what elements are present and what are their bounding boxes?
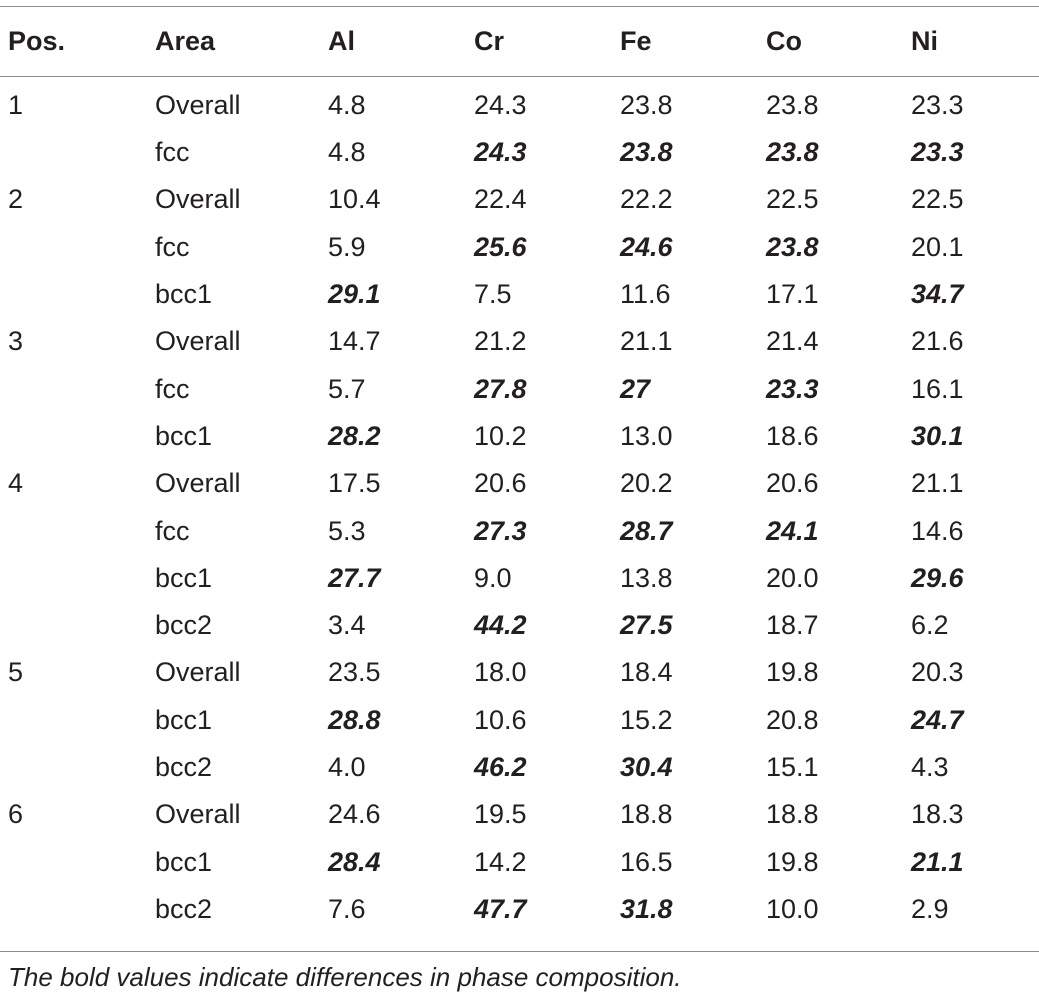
- cell-fe: 18.8: [620, 799, 673, 830]
- cell-pos: [0, 886, 155, 933]
- cell-ni: 21.1: [911, 468, 964, 499]
- table-row: [0, 791, 1039, 838]
- cell-pos: [0, 413, 155, 460]
- table-row: [0, 744, 1039, 791]
- cell-fe: 21.1: [620, 326, 673, 357]
- table-row: [0, 507, 1039, 554]
- cell-al: 28.2: [328, 420, 381, 451]
- cell-ni: 18.3: [911, 799, 964, 830]
- cell-pos: 5: [8, 657, 24, 688]
- cell-cr: 46.2: [474, 752, 527, 782]
- cell-cr: 27.8: [474, 373, 527, 404]
- cell-fe: 23.8: [620, 137, 673, 168]
- table-row: [0, 365, 1039, 412]
- cell-fe: 13.8: [620, 562, 673, 593]
- cell-area: Overall: [155, 657, 241, 688]
- cell-area: Overall: [155, 326, 241, 357]
- cell-co: 19.8: [766, 846, 819, 877]
- cell-al: 27.7: [328, 562, 381, 593]
- cell-al: 17.5: [328, 468, 381, 499]
- cell-fe: 15.2: [620, 704, 673, 735]
- header-area: Area: [155, 26, 216, 56]
- cell-co: 20.6: [766, 468, 819, 499]
- cell-cr: 18.0: [474, 657, 527, 688]
- cell-co: 18.8: [766, 799, 819, 830]
- cell-pos: 3: [8, 326, 24, 357]
- cell-area: Overall: [155, 468, 241, 499]
- cell-fe: 11.6: [620, 279, 671, 310]
- table-row: [0, 602, 1039, 649]
- cell-co: 23.3: [766, 373, 819, 404]
- table-row: [0, 460, 1039, 507]
- cell-area: fcc: [155, 515, 190, 546]
- cell-co: 21.4: [766, 326, 819, 357]
- cell-al: 3.4: [328, 610, 366, 641]
- cell-co: 24.1: [766, 515, 819, 546]
- header-row: [0, 7, 1039, 76]
- cell-pos: [0, 365, 155, 412]
- cell-cr: 7.5: [474, 279, 512, 310]
- cell-co: 23.8: [766, 137, 819, 168]
- cell-area: bcc2: [155, 893, 213, 924]
- cell-area: bcc1: [155, 420, 213, 451]
- cell-ni: 23.3: [911, 137, 964, 168]
- cell-co: 18.6: [766, 420, 819, 451]
- cell-fe: 27.5: [620, 610, 673, 641]
- table-row: [0, 271, 1039, 318]
- cell-area: bcc2: [155, 610, 213, 641]
- cell-ni: 21.1: [911, 846, 964, 877]
- cell-fe: 27: [620, 373, 651, 404]
- cell-co: 22.5: [766, 184, 819, 215]
- composition-table: [0, 7, 1039, 933]
- cell-cr: 24.3: [474, 137, 527, 168]
- table-row: [0, 886, 1039, 933]
- cell-co: 23.8: [766, 231, 819, 262]
- cell-co: 17.1: [766, 279, 819, 310]
- cell-area: fcc: [155, 373, 190, 404]
- cell-area: bcc1: [155, 279, 213, 310]
- cell-pos: [0, 555, 155, 602]
- cell-area: bcc2: [155, 752, 213, 782]
- header-rule: [0, 76, 1039, 77]
- cell-co: 19.8: [766, 657, 819, 688]
- header-ni: Ni: [911, 26, 938, 56]
- cell-al: 4.8: [328, 90, 366, 120]
- cell-ni: 21.6: [911, 326, 964, 357]
- cell-al: 5.7: [328, 373, 366, 404]
- cell-al: 29.1: [328, 279, 381, 310]
- cell-ni: 22.5: [911, 184, 964, 215]
- cell-ni: 14.6: [911, 515, 964, 546]
- cell-cr: 24.3: [474, 90, 527, 120]
- header-pos: Pos.: [8, 26, 66, 56]
- table-header: [0, 7, 1039, 76]
- cell-area: Overall: [155, 90, 241, 120]
- cell-al: 4.0: [328, 752, 366, 782]
- cell-cr: 22.4: [474, 184, 527, 215]
- cell-cr: 21.2: [474, 326, 527, 357]
- table-row: [0, 649, 1039, 696]
- table-body: [0, 76, 1039, 933]
- cell-area: Overall: [155, 184, 241, 215]
- header-co: Co: [766, 26, 802, 56]
- bottom-rule: [0, 951, 1039, 952]
- cell-fe: 22.2: [620, 184, 673, 215]
- cell-pos: 2: [8, 184, 24, 215]
- cell-ni: 29.6: [911, 562, 964, 593]
- cell-cr: 10.2: [474, 420, 527, 451]
- cell-pos: 4: [8, 468, 24, 499]
- cell-al: 14.7: [328, 326, 381, 357]
- cell-al: 24.6: [328, 799, 381, 830]
- cell-pos: 1: [8, 90, 24, 120]
- cell-pos: 6: [8, 799, 24, 830]
- cell-cr: 10.6: [474, 704, 527, 735]
- cell-fe: 18.4: [620, 657, 673, 688]
- cell-area: fcc: [155, 231, 190, 262]
- header-al: Al: [328, 26, 355, 56]
- cell-fe: 16.5: [620, 846, 673, 877]
- table-row: [0, 318, 1039, 365]
- cell-ni: 2.9: [911, 893, 949, 924]
- table-footnote: The bold values indicate differences in phase composition.: [8, 962, 682, 992]
- cell-ni: 34.7: [911, 279, 964, 310]
- cell-area: fcc: [155, 137, 190, 168]
- cell-ni: 20.3: [911, 657, 964, 688]
- cell-fe: 30.4: [620, 752, 673, 782]
- cell-al: 23.5: [328, 657, 381, 688]
- table-row: [0, 176, 1039, 223]
- table-row: [0, 76, 1039, 129]
- table-row: [0, 838, 1039, 885]
- cell-pos: [0, 838, 155, 885]
- cell-pos: [0, 507, 155, 554]
- cell-cr: 9.0: [474, 562, 512, 593]
- cell-fe: 24.6: [620, 231, 673, 262]
- cell-al: 10.4: [328, 184, 381, 215]
- cell-al: 7.6: [328, 893, 366, 924]
- cell-ni: 6.2: [911, 610, 949, 641]
- cell-co: 15.1: [766, 752, 819, 782]
- cell-fe: 23.8: [620, 90, 673, 120]
- cell-al: 5.9: [328, 231, 366, 262]
- cell-pos: [0, 271, 155, 318]
- cell-ni: 20.1: [911, 231, 964, 262]
- cell-cr: 20.6: [474, 468, 527, 499]
- cell-ni: 23.3: [911, 90, 964, 120]
- cell-cr: 27.3: [474, 515, 527, 546]
- cell-area: bcc1: [155, 846, 213, 877]
- cell-cr: 44.2: [474, 610, 527, 641]
- cell-cr: 47.7: [474, 893, 527, 924]
- cell-pos: [0, 744, 155, 791]
- table-row: [0, 224, 1039, 271]
- cell-pos: [0, 129, 155, 176]
- cell-pos: [0, 224, 155, 271]
- cell-al: 5.3: [328, 515, 366, 546]
- header-fe: Fe: [620, 26, 652, 56]
- cell-area: Overall: [155, 799, 241, 830]
- cell-al: 4.8: [328, 137, 366, 168]
- cell-ni: 24.7: [911, 704, 964, 735]
- cell-ni: 16.1: [911, 373, 964, 404]
- table-row: [0, 413, 1039, 460]
- table-row: [0, 555, 1039, 602]
- table-row: [0, 697, 1039, 744]
- cell-co: 10.0: [766, 893, 819, 924]
- cell-co: 23.8: [766, 90, 819, 120]
- cell-co: 20.8: [766, 704, 819, 735]
- cell-ni: 30.1: [911, 420, 964, 451]
- cell-pos: [0, 602, 155, 649]
- cell-cr: 19.5: [474, 799, 527, 830]
- cell-area: bcc1: [155, 562, 213, 593]
- cell-co: 18.7: [766, 610, 819, 641]
- cell-pos: [0, 697, 155, 744]
- header-cr: Cr: [474, 26, 505, 56]
- cell-al: 28.4: [328, 846, 381, 877]
- cell-al: 28.8: [328, 704, 381, 735]
- cell-cr: 25.6: [474, 231, 527, 262]
- cell-fe: 31.8: [620, 893, 673, 924]
- cell-fe: 20.2: [620, 468, 673, 499]
- cell-ni: 4.3: [911, 752, 949, 782]
- cell-co: 20.0: [766, 562, 819, 593]
- table-row: [0, 129, 1039, 176]
- cell-area: bcc1: [155, 704, 213, 735]
- cell-cr: 14.2: [474, 846, 527, 877]
- cell-fe: 13.0: [620, 420, 673, 451]
- cell-fe: 28.7: [620, 515, 673, 546]
